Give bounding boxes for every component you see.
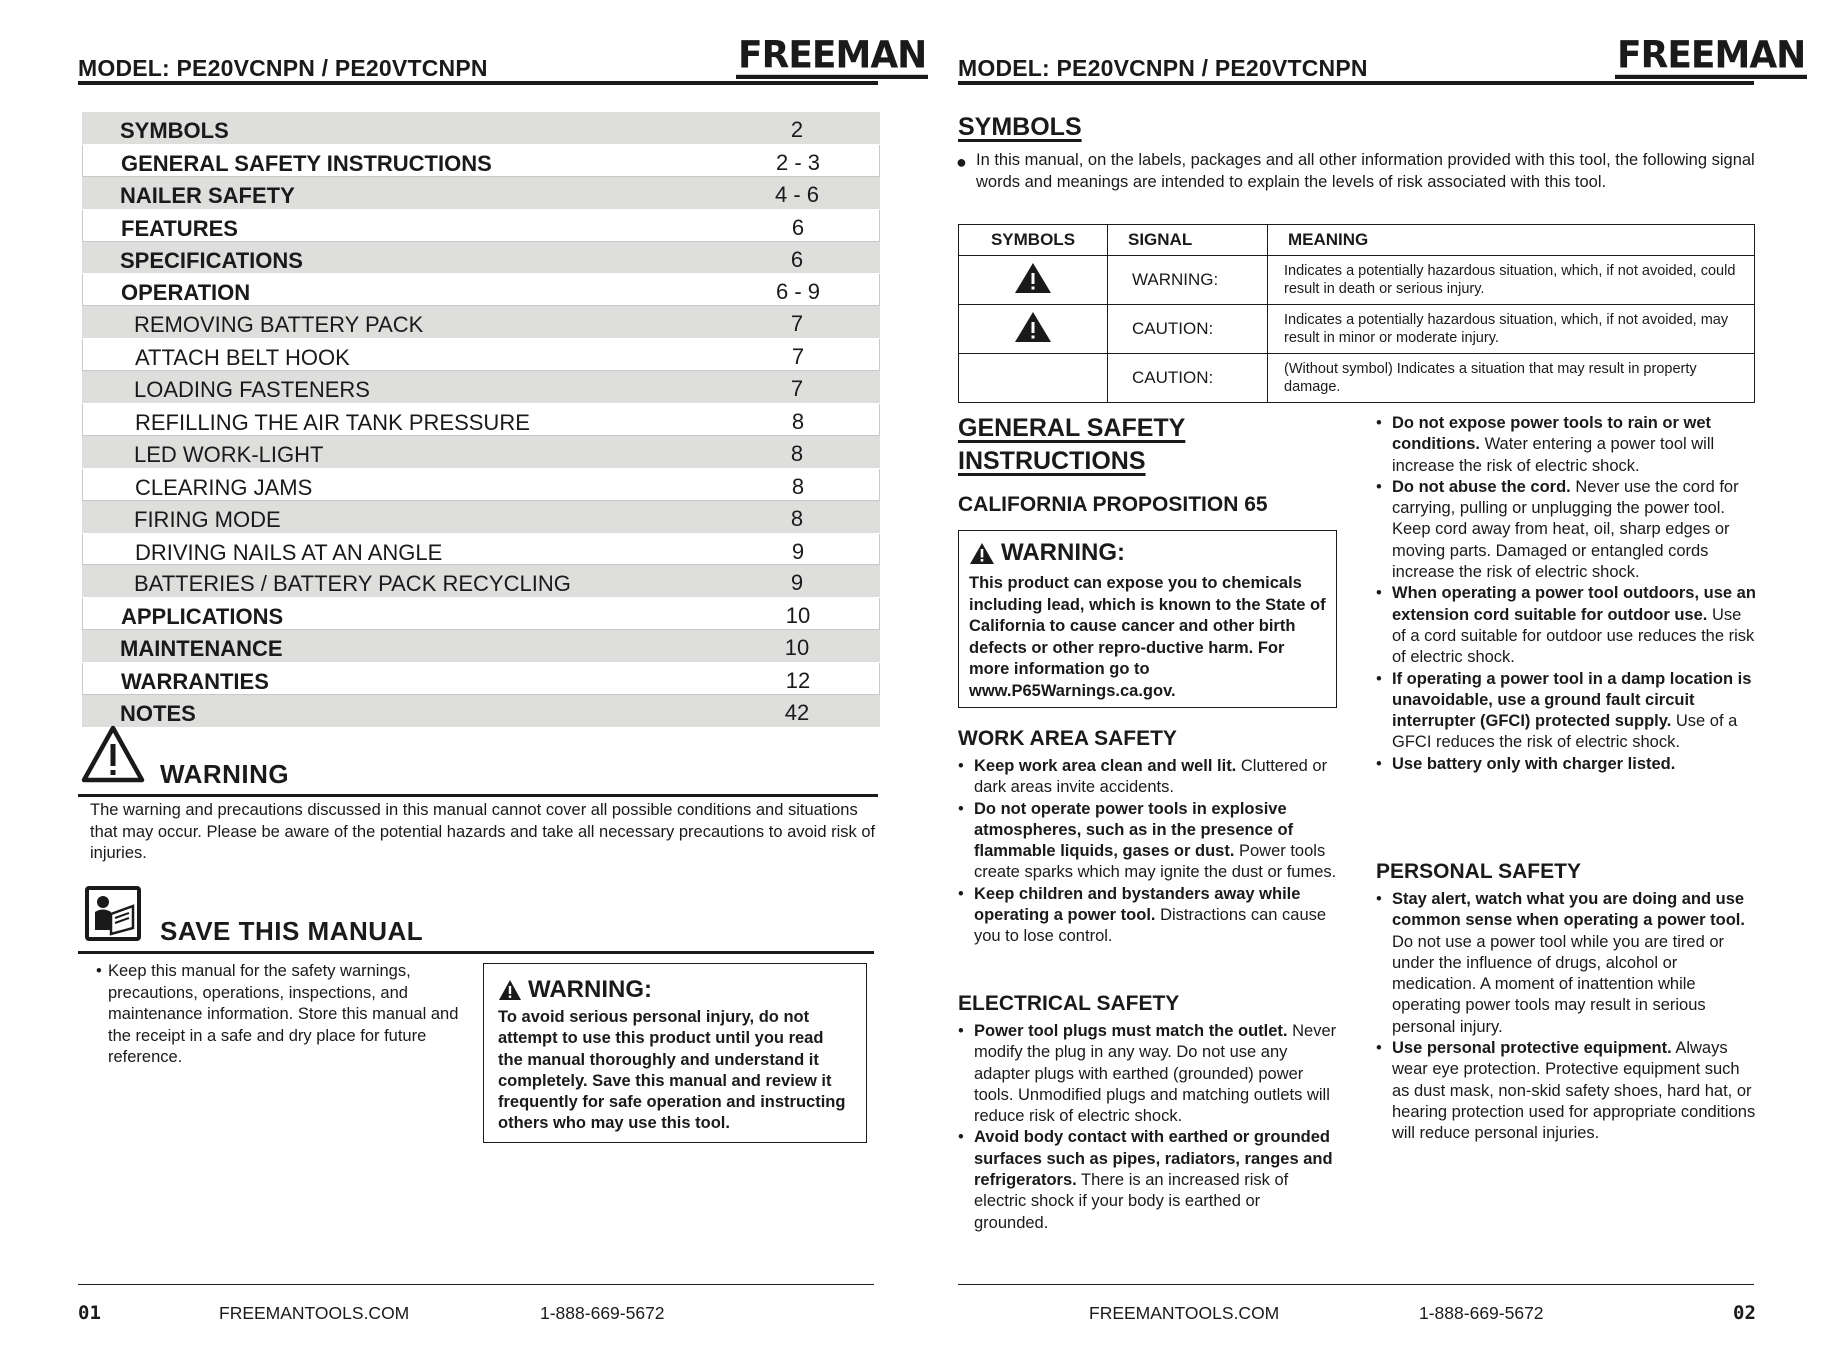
electrical-heading: ELECTRICAL SAFETY xyxy=(958,992,1180,1015)
electrical-list-continued xyxy=(1376,413,1756,775)
toc-page-number: 12 xyxy=(785,668,811,694)
work-area-heading: WORK AREA SAFETY xyxy=(958,727,1177,750)
toc-page-number: 7 xyxy=(790,376,804,402)
toc-page-number: 6 - 9 xyxy=(775,279,821,305)
toc-row xyxy=(82,306,880,339)
save-manual-bullet: • Keep this manual for the safety warnings, precautions, operations, inspections, and maintenance information. Store this manual and the receipt in a safe and dry place for future reference. xyxy=(96,962,459,1066)
table-row xyxy=(959,256,1755,305)
toc-label: MAINTENANCE xyxy=(120,636,283,662)
toc-row xyxy=(82,501,880,534)
list-item-bold: Avoid body contact with earthed or grounded surfaces such as pipes, radiators, ranges and refrigerators. xyxy=(974,1128,1333,1190)
personal-list xyxy=(1376,889,1756,1145)
list-item-bold: When operating a power tool outdoors, use an extension cord suitable for outdoor use. xyxy=(1392,584,1756,624)
list-item-text: There is an increased risk of electric shock if your body is earthed or grounded. xyxy=(974,1171,1289,1232)
footer-website: FREEMANTOOLS.COM xyxy=(1089,1303,1280,1323)
list-item-bold: If operating a power tool in a damp location is unavoidable, use a ground fault circuit interrupter (GFCI) protected supply. xyxy=(1392,669,1752,731)
save-manual-rule xyxy=(78,951,874,954)
prop65-heading: CALIFORNIA PROPOSITION 65 xyxy=(958,493,1268,516)
bullet-icon: • xyxy=(1376,669,1382,688)
bullet-icon: • xyxy=(1376,754,1382,773)
signal-meaning: Indicates a potentially hazardous situation, which, if not avoided, could result in death or serious injury. xyxy=(1268,256,1755,305)
toc-row xyxy=(82,145,880,177)
list-item-text: Never use the cord for carrying, pulling or unplugging the power tool. Keep cord away from heat, oil, sharp edges or moving parts. Damaged or entangled cords increase the risk of electric shock. xyxy=(1392,477,1739,582)
header-rule xyxy=(958,81,1754,85)
toc-page-number: 8 xyxy=(791,409,805,435)
signal-word: CAUTION: xyxy=(1108,354,1268,403)
warning-triangle-icon xyxy=(969,542,995,565)
toc-page-number: 6 xyxy=(791,214,805,240)
toc-page-number: 10 xyxy=(785,603,811,629)
list-item-bold: Use battery only with charger listed. xyxy=(1392,754,1676,773)
list-item xyxy=(1376,477,1756,583)
toc-page-number: 7 xyxy=(791,344,805,370)
toc-page-number: 42 xyxy=(784,700,810,726)
toc-row xyxy=(82,371,880,404)
bullet-icon: • xyxy=(1376,1039,1382,1058)
table-header: SIGNAL xyxy=(1108,225,1268,256)
toc-row xyxy=(82,436,880,469)
signal-meaning: (Without symbol) Indicates a situation that may result in property damage. xyxy=(1268,354,1755,403)
toc-label: WARRANTIES xyxy=(121,669,269,695)
toc-label: FIRING MODE xyxy=(134,506,281,532)
footer-rule xyxy=(958,1284,1754,1285)
page-left xyxy=(78,0,958,1362)
footer-rule xyxy=(78,1284,874,1285)
read-manual-icon xyxy=(85,886,141,941)
toc-row xyxy=(82,242,880,275)
symbols-table xyxy=(958,224,1755,403)
toc-row xyxy=(82,404,880,436)
bullet-icon: ● xyxy=(956,152,967,172)
bullet-icon: • xyxy=(958,1128,964,1147)
bullet-icon: • xyxy=(1376,477,1382,496)
footer-phone: 1-888-669-5672 xyxy=(1419,1303,1544,1323)
list-item-bold: Do not operate power tools in explosive atmospheres, such as in the presence of flammable liquids, gases or dust. xyxy=(974,799,1294,861)
toc-row xyxy=(82,210,880,242)
bullet-icon: • xyxy=(958,884,964,903)
toc-label: DRIVING NAILS AT AN ANGLE xyxy=(135,539,443,565)
bullet-icon: • xyxy=(958,1022,964,1040)
warning-box-title: WARNING: xyxy=(1001,539,1125,566)
list-item-text: Always wear eye protection. Protective equipment such as dust mask, non-skid safety shoes, hard hat, or hearing protection used for appropriate conditions will reduce personal injuries. xyxy=(1392,1039,1756,1143)
toc-page-number: 8 xyxy=(790,440,804,466)
save-manual-title: SAVE THIS MANUAL xyxy=(160,916,424,946)
bullet-icon: • xyxy=(958,799,964,818)
list-item-bold: Stay alert, watch what you are doing and use common sense when operating a power tool. xyxy=(1392,890,1745,930)
toc-page-number: 8 xyxy=(790,505,804,531)
personal-heading: PERSONAL SAFETY xyxy=(1376,860,1581,883)
warning-triangle-icon xyxy=(80,724,146,784)
bullet-icon: • xyxy=(96,962,102,980)
page-number: 01 xyxy=(78,1302,101,1324)
freeman-logo: FREEMAN xyxy=(1615,37,1807,79)
list-item-text: Power tools create sparks which may ignite the dust or fumes. xyxy=(974,842,1337,882)
toc-row xyxy=(82,695,880,728)
model-header: MODEL: PE20VCNPN / PE20VTCNPN xyxy=(78,55,488,81)
toc-page-number: 9 xyxy=(791,538,805,564)
gsi-title-line2: INSTRUCTIONS xyxy=(958,447,1146,475)
page-right xyxy=(958,0,1834,1362)
toc-row xyxy=(82,598,880,630)
list-item xyxy=(958,756,1338,799)
header-rule xyxy=(78,81,878,85)
symbols-intro: ● In this manual, on the labels, packages and all other information provided with this tool, the following signal words and meanings are intended to explain the levels of risk associated with this tool. xyxy=(956,151,1755,191)
toc-page-number: 6 xyxy=(790,246,804,272)
page-number: 02 xyxy=(1733,1302,1756,1324)
toc-label: REMOVING BATTERY PACK xyxy=(134,312,424,338)
list-item-bold: Use personal protective equipment. xyxy=(1392,1039,1672,1058)
list-item xyxy=(958,799,1338,884)
toc-page-number: 8 xyxy=(791,473,805,499)
list-item-bold: Keep work area clean and well lit. xyxy=(974,757,1237,775)
toc-label: SYMBOLS xyxy=(120,118,229,143)
toc-row xyxy=(82,469,880,501)
toc-row xyxy=(82,663,880,695)
signal-word: CAUTION: xyxy=(1108,305,1268,354)
list-item xyxy=(1376,1038,1756,1144)
freeman-logo: FREEMAN xyxy=(736,37,928,79)
list-item-bold: Do not abuse the cord. xyxy=(1392,477,1571,496)
toc-label: GENERAL SAFETY INSTRUCTIONS xyxy=(121,150,492,176)
model-header: MODEL: PE20VCNPN / PE20VTCNPN xyxy=(958,55,1368,81)
warning-box-text: This product can expose you to chemicals including lead, which is known to the State of California to cause cancer and other birth defects or other repro-ductive harm. For more information go to www.P65Warnings.ca.gov. xyxy=(969,574,1326,700)
list-item xyxy=(1376,413,1756,477)
list-item-text: Water entering a power tool will increase the risk of electric shock. xyxy=(1392,435,1715,475)
toc-label: OPERATION xyxy=(121,280,251,306)
signal-word: WARNING: xyxy=(1108,256,1268,305)
toc-page-number: 2 - 3 xyxy=(775,149,821,175)
toc-page-number: 9 xyxy=(790,570,804,596)
prop65-warning-box xyxy=(958,530,1337,708)
electrical-list xyxy=(958,1021,1338,1234)
list-item xyxy=(958,884,1338,948)
signal-meaning: Indicates a potentially hazardous situation, which, if not avoided, may result in minor or moderate injury. xyxy=(1268,305,1755,354)
toc-label: APPLICATIONS xyxy=(121,604,284,630)
warning-box-text: To avoid serious personal injury, do not attempt to use this product until you read the manual thoroughly and understand it completely. Save this manual and review it frequently for safe operation and instructing others who may use this tool. xyxy=(498,1008,846,1133)
toc-label: NAILER SAFETY xyxy=(120,182,295,208)
list-item xyxy=(1376,754,1756,775)
warning-box-title: WARNING: xyxy=(528,976,652,1003)
toc-row xyxy=(82,630,880,663)
toc-page-number: 4 - 6 xyxy=(774,181,820,207)
gsi-title-line1: GENERAL SAFETY xyxy=(958,414,1186,442)
toc-page-number: 7 xyxy=(790,311,804,337)
toc-label: REFILLING THE AIR TANK PRESSURE xyxy=(135,410,530,436)
warning-text: The warning and precautions discussed in this manual cannot cover all possible conditions and situations that may occur. Please be aware of the potential hazards and take all necessary precautions to avoid risk of injuries. xyxy=(90,801,876,862)
list-item xyxy=(958,1127,1338,1233)
toc-label: LED WORK-LIGHT xyxy=(134,441,324,467)
toc-label: CLEARING JAMS xyxy=(135,474,313,500)
warning-rule xyxy=(78,794,878,797)
list-item-text: Do not use a power tool while you are tired or under the influence of drugs, alcohol or medication. A moment of inattention while operating power tools may result in serious personal injury. xyxy=(1392,932,1725,1036)
list-item xyxy=(1376,889,1756,1038)
list-item-text: Distractions can cause you to lose control. xyxy=(974,906,1327,946)
toc-page-number: 10 xyxy=(784,635,810,661)
footer-phone: 1-888-669-5672 xyxy=(540,1303,665,1323)
toc-label: SPECIFICATIONS xyxy=(120,247,303,273)
toc-row xyxy=(82,534,880,566)
list-item-text: Use of a GFCI reduces the risk of electric shock. xyxy=(1392,712,1738,752)
list-item xyxy=(1376,583,1756,668)
footer-website: FREEMANTOOLS.COM xyxy=(219,1303,410,1323)
list-item-text: Use of a cord suitable for outdoor use reduces the risk of electric shock. xyxy=(1392,605,1755,667)
toc-row xyxy=(82,112,880,145)
bullet-icon: • xyxy=(958,757,964,775)
list-item-text: Cluttered or dark areas invite accidents. xyxy=(974,757,1328,797)
list-item-bold: Keep children and bystanders away while operating a power tool. xyxy=(974,884,1301,925)
list-item-bold: Do not expose power tools to rain or wet conditions. xyxy=(1392,414,1712,454)
work-area-list xyxy=(958,756,1338,948)
table-of-contents xyxy=(82,112,880,728)
toc-row xyxy=(82,339,880,371)
toc-label: FEATURES xyxy=(121,215,238,241)
table-row xyxy=(959,305,1755,354)
list-item xyxy=(1376,669,1756,754)
warning-triangle-icon xyxy=(1013,261,1053,295)
symbols-title: SYMBOLS xyxy=(958,113,1082,141)
warning-triangle-icon xyxy=(1013,310,1053,344)
toc-label: NOTES xyxy=(120,701,196,727)
warning-title: WARNING xyxy=(160,759,290,789)
list-item-text: Never modify the plug in any way. Do not use any adapter plugs with earthed (grounded) power tools. Unmodified plugs and matching outlets will reduce risk of electric shock. xyxy=(974,1022,1337,1126)
bullet-icon: • xyxy=(1376,414,1382,432)
toc-page-number: 2 xyxy=(790,117,804,142)
bullet-icon: • xyxy=(1376,584,1382,603)
warning-box xyxy=(483,963,867,1143)
toc-label: LOADING FASTENERS xyxy=(134,377,370,403)
toc-label: ATTACH BELT HOOK xyxy=(135,345,350,371)
table-header: MEANING xyxy=(1268,225,1755,256)
table-row xyxy=(959,354,1755,403)
toc-label: BATTERIES / BATTERY PACK RECYCLING xyxy=(134,571,571,597)
table-header: SYMBOLS xyxy=(959,225,1108,256)
list-item xyxy=(958,1021,1338,1127)
toc-row xyxy=(82,274,880,306)
toc-row xyxy=(82,177,880,210)
warning-triangle-icon xyxy=(498,979,522,1001)
toc-row xyxy=(82,565,880,598)
bullet-icon: • xyxy=(1376,890,1382,908)
list-item-bold: Power tool plugs must match the outlet. xyxy=(974,1022,1288,1040)
